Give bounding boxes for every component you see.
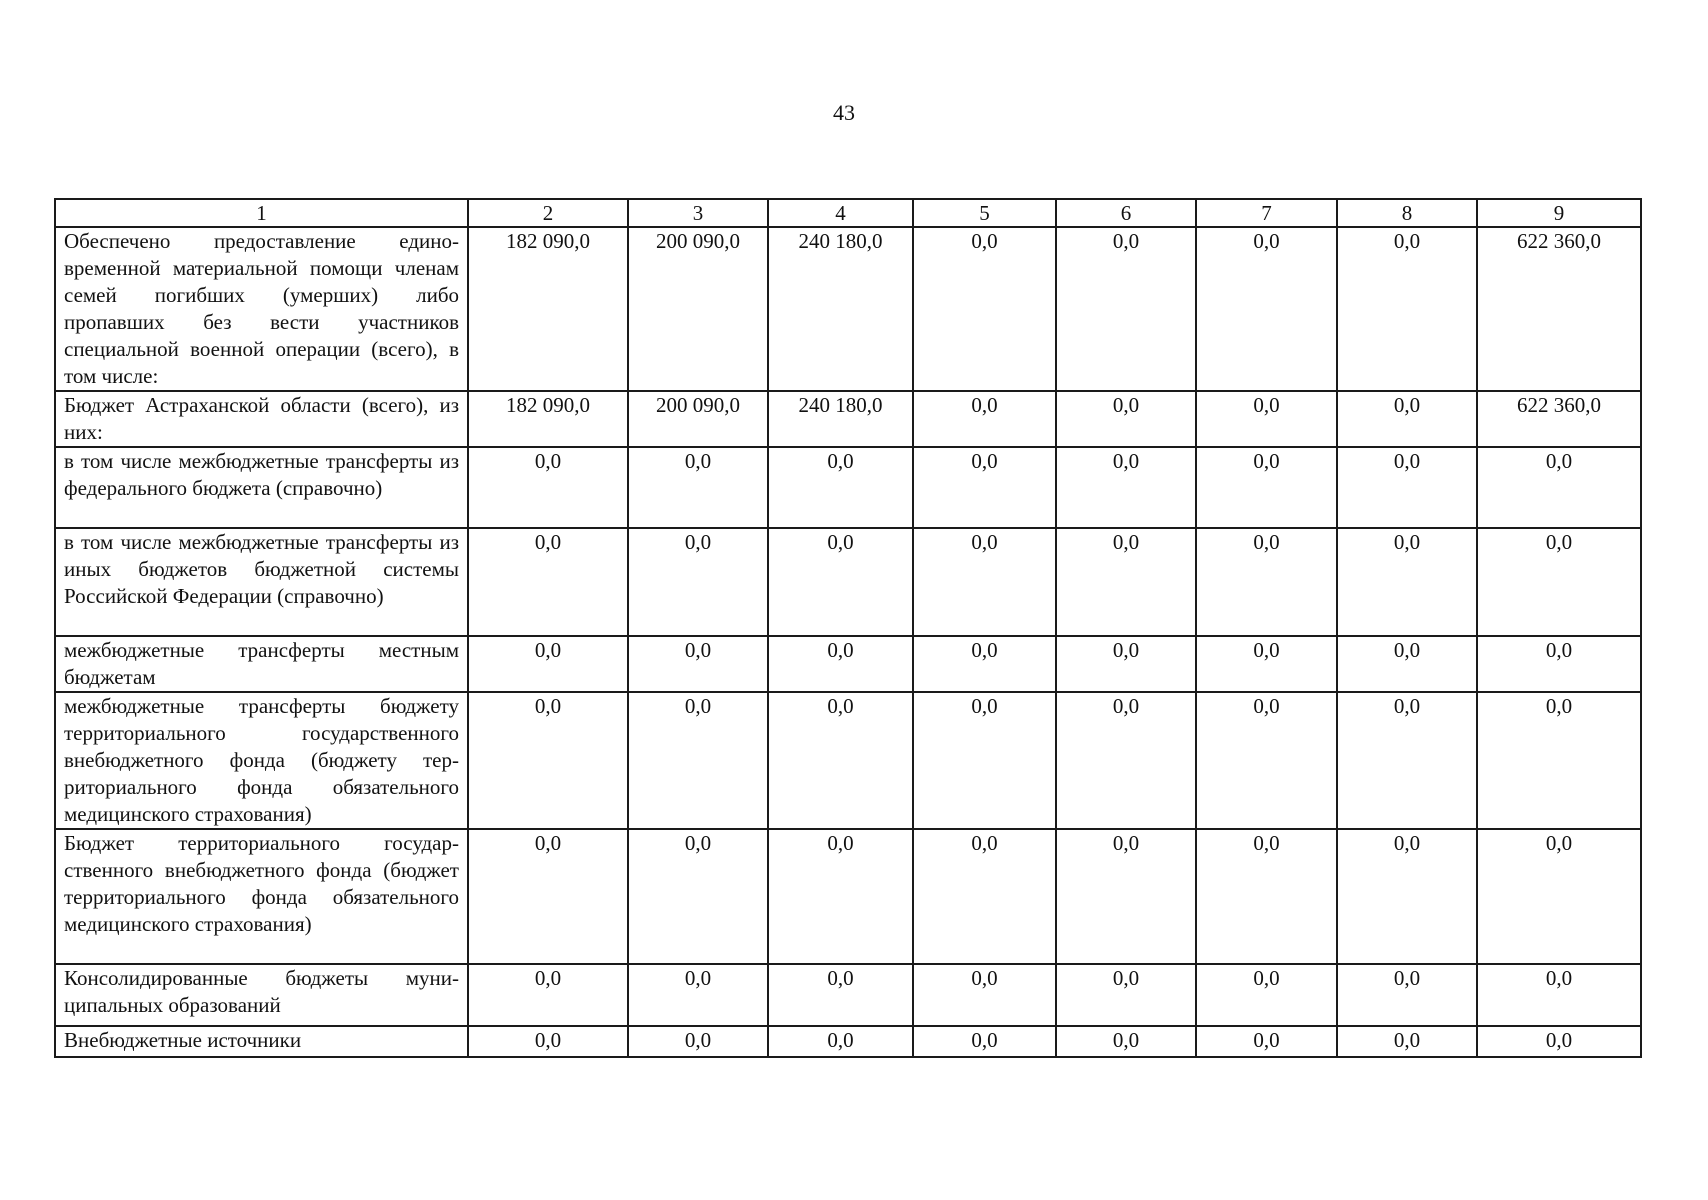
cell-value: 0,0 [1337, 1026, 1477, 1057]
cell-value: 0,0 [1196, 636, 1337, 692]
cell-value: 0,0 [1196, 391, 1337, 447]
cell-value: 0,0 [1477, 447, 1641, 528]
column-header: 5 [913, 199, 1056, 227]
cell-value: 0,0 [1337, 227, 1477, 391]
cell-value: 0,0 [913, 227, 1056, 391]
cell-value: 0,0 [768, 1026, 913, 1057]
column-header: 6 [1056, 199, 1196, 227]
cell-value: 0,0 [768, 636, 913, 692]
cell-value: 0,0 [913, 829, 1056, 964]
row-label: в том числе межбюджетные трансферты из иных бюджетов бюджетной системы Российской Федерации (справочно) [55, 528, 468, 636]
cell-value: 0,0 [1196, 528, 1337, 636]
cell-value: 0,0 [1477, 964, 1641, 1026]
column-header: 1 [55, 199, 468, 227]
table-header-row [55, 199, 1641, 227]
cell-value: 182 090,0 [468, 391, 628, 447]
cell-value: 0,0 [1196, 829, 1337, 964]
cell-value: 0,0 [1056, 829, 1196, 964]
cell-value: 0,0 [1056, 528, 1196, 636]
cell-value: 0,0 [628, 964, 768, 1026]
cell-value: 0,0 [1056, 636, 1196, 692]
cell-value: 0,0 [1337, 528, 1477, 636]
table-row [55, 391, 1641, 447]
table-row [55, 829, 1641, 964]
cell-value: 0,0 [768, 692, 913, 829]
cell-value: 0,0 [1056, 1026, 1196, 1057]
cell-value: 0,0 [1337, 829, 1477, 964]
row-label: Обеспечено предоставление единовременной материальной помощи членам семей погибших (умерших) либо пропавших без вести участников специальной военной операции (всего), в том числе: [55, 227, 468, 391]
row-label: Бюджет Астраханской области (всего), из них: [55, 391, 468, 447]
cell-value: 0,0 [1196, 964, 1337, 1026]
cell-value: 182 090,0 [468, 227, 628, 391]
row-label: в том числе межбюджетные трансферты из федерального бюджета (справочно) [55, 447, 468, 528]
table-row [55, 447, 1641, 528]
cell-value: 0,0 [1477, 528, 1641, 636]
cell-value: 0,0 [1056, 391, 1196, 447]
cell-value: 0,0 [628, 829, 768, 964]
row-label: межбюджетные трансферты местным бюджетам [55, 636, 468, 692]
cell-value: 0,0 [1337, 447, 1477, 528]
cell-value: 0,0 [1337, 636, 1477, 692]
cell-value: 0,0 [1477, 636, 1641, 692]
budget-table-container [54, 198, 1640, 1058]
cell-value: 0,0 [913, 528, 1056, 636]
column-header: 4 [768, 199, 913, 227]
cell-value: 0,0 [1477, 1026, 1641, 1057]
cell-value: 0,0 [468, 636, 628, 692]
cell-value: 240 180,0 [768, 227, 913, 391]
page-number: 43 [833, 100, 855, 125]
table-row [55, 528, 1641, 636]
cell-value: 0,0 [913, 636, 1056, 692]
cell-value: 0,0 [1056, 227, 1196, 391]
cell-value: 0,0 [628, 1026, 768, 1057]
cell-value: 0,0 [1337, 964, 1477, 1026]
column-header: 7 [1196, 199, 1337, 227]
cell-value: 0,0 [628, 447, 768, 528]
table-row [55, 692, 1641, 829]
cell-value: 0,0 [1477, 829, 1641, 964]
cell-value: 0,0 [1196, 692, 1337, 829]
column-header: 9 [1477, 199, 1641, 227]
cell-value: 0,0 [768, 964, 913, 1026]
cell-value: 0,0 [1056, 692, 1196, 829]
cell-value: 0,0 [468, 528, 628, 636]
cell-value: 0,0 [468, 447, 628, 528]
budget-table [54, 198, 1642, 1058]
cell-value: 0,0 [468, 1026, 628, 1057]
cell-value: 0,0 [1477, 692, 1641, 829]
cell-value: 0,0 [913, 447, 1056, 528]
cell-value: 0,0 [628, 636, 768, 692]
cell-value: 0,0 [1337, 692, 1477, 829]
cell-value: 0,0 [913, 1026, 1056, 1057]
cell-value: 0,0 [913, 964, 1056, 1026]
cell-value: 0,0 [1196, 447, 1337, 528]
cell-value: 0,0 [1056, 964, 1196, 1026]
row-label: Внебюджетные источники [55, 1026, 468, 1057]
cell-value: 0,0 [913, 391, 1056, 447]
cell-value: 0,0 [1196, 227, 1337, 391]
row-label: межбюджетные трансферты бюджету территориального государственного внебюджетного фонда (бюджету территориального фонда обязательного медицинского страхования) [55, 692, 468, 829]
cell-value: 0,0 [468, 692, 628, 829]
cell-value: 0,0 [1056, 447, 1196, 528]
cell-value: 0,0 [913, 692, 1056, 829]
cell-value: 0,0 [768, 829, 913, 964]
cell-value: 200 090,0 [628, 227, 768, 391]
cell-value: 622 360,0 [1477, 391, 1641, 447]
row-label: Консолидированные бюджеты муниципальных образований [55, 964, 468, 1026]
table-row [55, 636, 1641, 692]
cell-value: 0,0 [1337, 391, 1477, 447]
cell-value: 622 360,0 [1477, 227, 1641, 391]
column-header: 3 [628, 199, 768, 227]
column-header: 2 [468, 199, 628, 227]
cell-value: 0,0 [628, 528, 768, 636]
table-row [55, 1026, 1641, 1057]
cell-value: 0,0 [628, 692, 768, 829]
cell-value: 0,0 [768, 528, 913, 636]
cell-value: 0,0 [768, 447, 913, 528]
cell-value: 0,0 [468, 964, 628, 1026]
row-label: Бюджет территориального государственного внебюджетного фонда (бюджет территориального фонда обязательного медицинского страхования) [55, 829, 468, 964]
table-row [55, 227, 1641, 391]
table-row [55, 964, 1641, 1026]
cell-value: 200 090,0 [628, 391, 768, 447]
cell-value: 0,0 [468, 829, 628, 964]
cell-value: 0,0 [1196, 1026, 1337, 1057]
column-header: 8 [1337, 199, 1477, 227]
cell-value: 240 180,0 [768, 391, 913, 447]
